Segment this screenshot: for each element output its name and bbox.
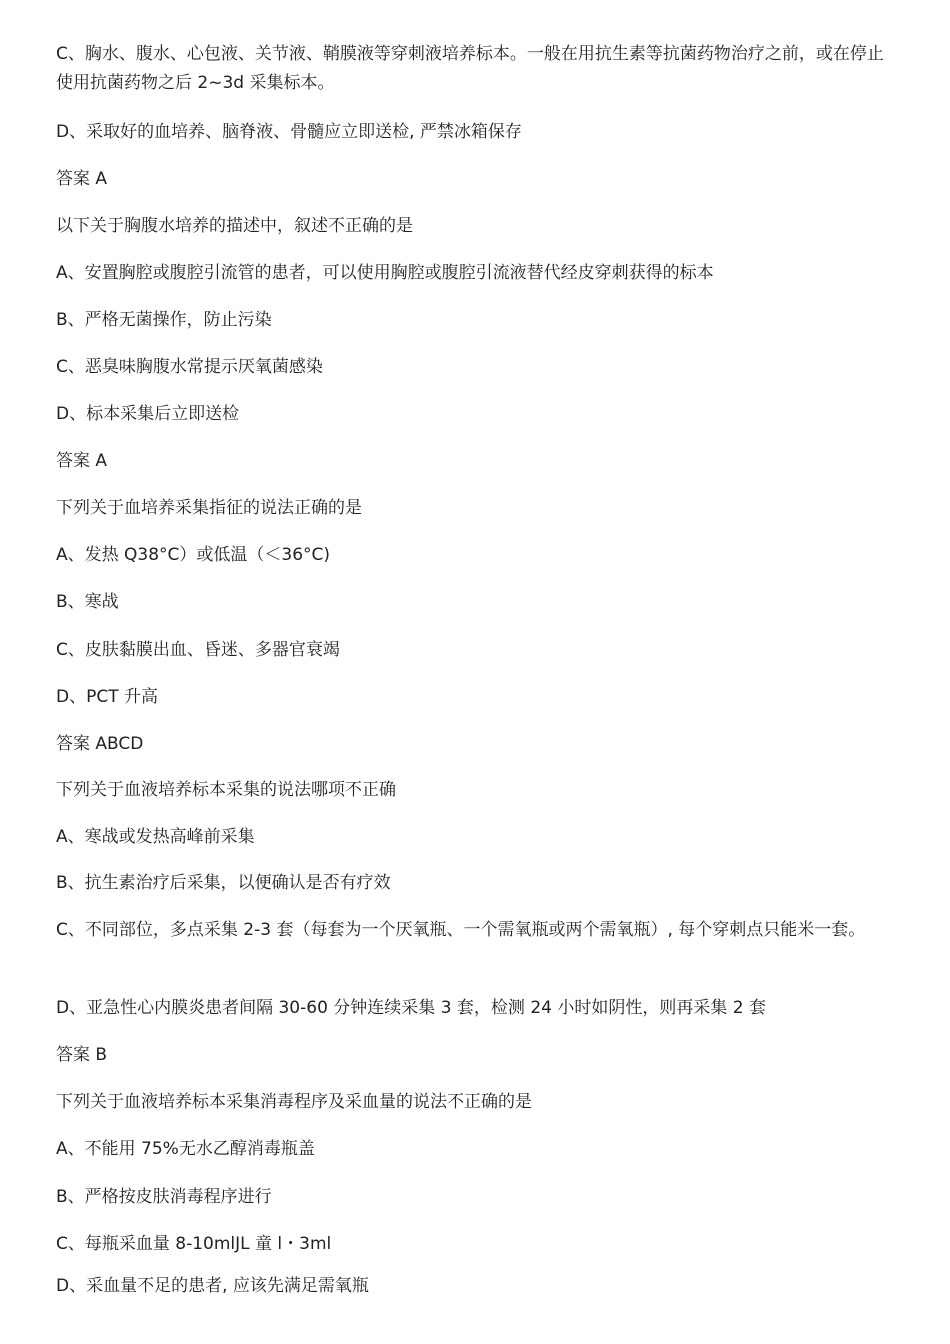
answer-line: 答案 A bbox=[56, 451, 108, 471]
option-b-line: B、抗生素治疗后采集，以便确认是否有疗效 bbox=[56, 873, 391, 893]
option-b-line: B、严格无菌操作，防止污染 bbox=[56, 310, 272, 330]
option-d-line: D、标本采集后立即送检 bbox=[56, 404, 240, 424]
option-a-line: A、安置胸腔或腹腔引流管的患者，可以使用胸腔或腹腔引流液替代经皮穿刺获得的标本 bbox=[56, 263, 714, 283]
answer-line: 答案 A bbox=[56, 169, 108, 189]
answer-line: 答案 B bbox=[56, 1045, 108, 1065]
option-d-line: D、亚急性心内膜炎患者间隔 30-60 分钟连续采集 3 套，检测 24 小时如阴性，则再采集 2 套 bbox=[56, 998, 766, 1018]
option-a-line: A、不能用 75%无水乙醇消毒瓶盖 bbox=[56, 1139, 315, 1159]
option-c-line: C、皮肤黏膜出血、昏迷、多器官衰竭 bbox=[56, 640, 340, 660]
option-c-line: C、每瓶采血量 8-10mlJL 童 l・3ml bbox=[56, 1234, 332, 1254]
question-line: 下列关于血液培养标本采集消毒程序及采血量的说法不正确的是 bbox=[56, 1092, 532, 1112]
option-d-line: D、采血量不足的患者, 应该先满足需氧瓶 bbox=[56, 1276, 369, 1296]
question-line: 下列关于血液培养标本采集的说法哪项不正确 bbox=[56, 780, 396, 800]
option-a-line: A、寒战或发热高峰前采集 bbox=[56, 827, 255, 847]
option-c-paragraph: C、不同部位，多点采集 2-3 套（每套为一个厌氧瓶、一个需氧瓶或两个需氧瓶）, 每个穿刺点只能米一套。 bbox=[56, 920, 866, 940]
question-line: 下列关于血培养采集指征的说法正确的是 bbox=[56, 498, 362, 518]
option-b-line: B、严格按皮肤消毒程序进行 bbox=[56, 1187, 272, 1207]
option-d-line: D、PCT 升高 bbox=[56, 687, 158, 707]
question-line: 以下关于胸腹水培养的描述中，叙述不正确的是 bbox=[56, 216, 413, 236]
answer-line: 答案 ABCD bbox=[56, 734, 144, 754]
option-c-line: C、恶臭味胸腹水常提示厌氧菌感染 bbox=[56, 357, 323, 377]
option-a-line: A、发热 Q38°C）或低温（＜36°C) bbox=[56, 545, 331, 565]
option-c-paragraph: C、胸水、腹水、心包液、关节液、鞘膜液等穿刺液培养标本。一般在用抗生素等抗菌药物治疗之前，或在停止使用抗菌药物之后 2~3d 采集标本。 bbox=[56, 44, 884, 93]
option-d-line: D、采取好的血培养、脑脊液、骨髓应立即送检, 严禁冰箱保存 bbox=[56, 122, 522, 142]
option-b-line: B、寒战 bbox=[56, 592, 119, 612]
